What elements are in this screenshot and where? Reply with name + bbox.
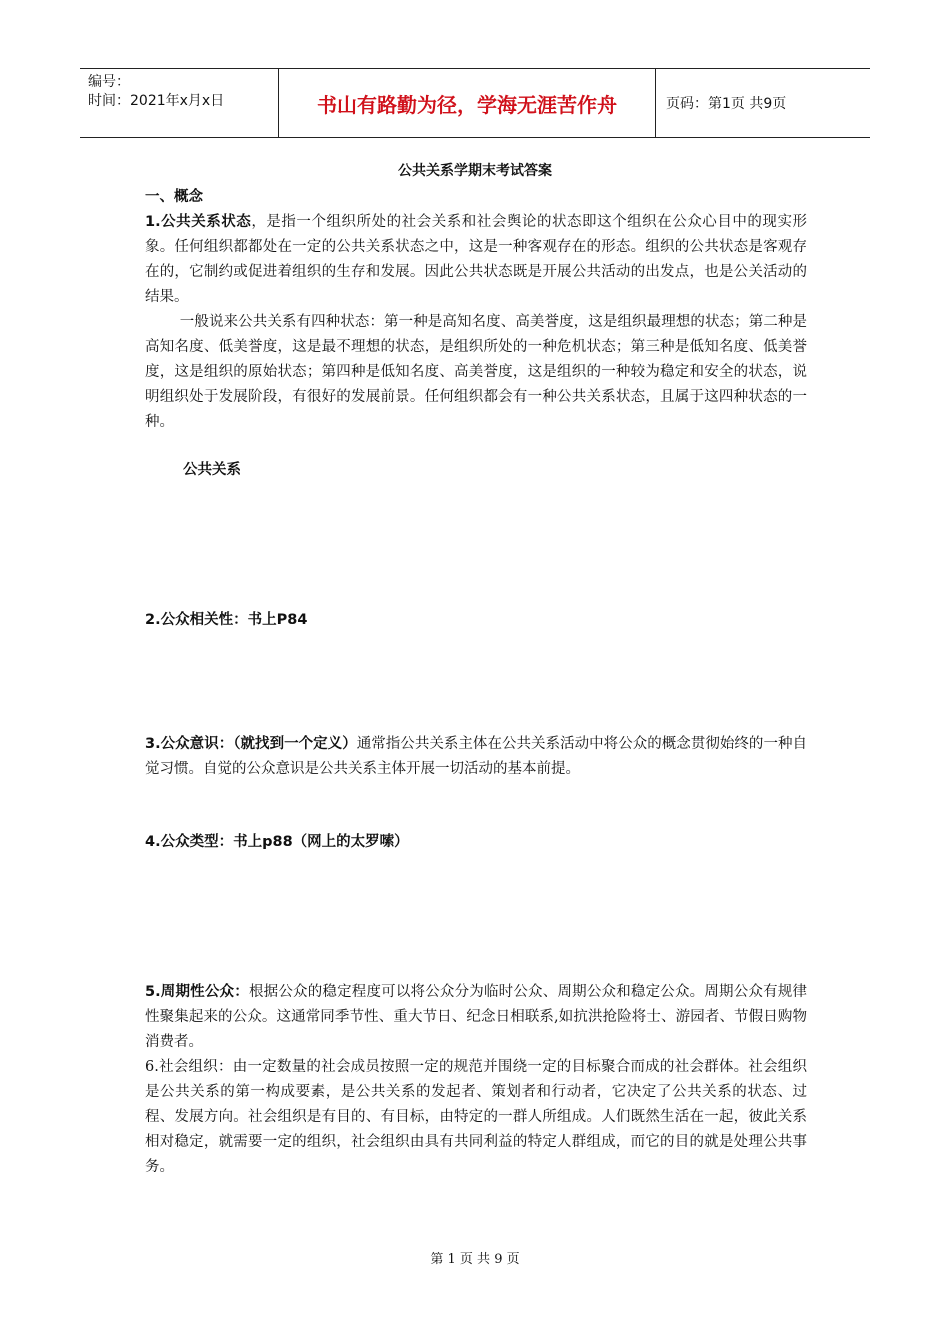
- header-meta: [80, 69, 278, 137]
- item-1-paragraph-2: 一般说来公共关系有四种状态：第一种是高知名度、高美誉度，这是组织最理想的状态；第二种是高知名度、低美誉度，这是最不理想的状态，是组织所处的一种危机状态；第三种是低知名度、低美誉度，这是组织的原始状态；第四种是低知名度、高美誉度，这是组织的一种较为稳定和安全的状态，说明组织处于发展阶段，有很好的发展前景。任何组织都会有一种公共关系状态，且属于这四种状态的一种。: [145, 314, 807, 430]
- item-2-block: [145, 608, 807, 633]
- item-3-text: 通常指公共关系主体在公共关系活动中将公众的概念贯彻始终的一种自觉习惯。自觉的公众意识是公共关系主体开展一切活动的基本前提。: [145, 736, 807, 777]
- number-label: 编号：: [88, 74, 130, 90]
- item-3-block: [145, 732, 807, 782]
- document-title: 公共关系学期末考试答案: [398, 163, 552, 179]
- item-4-block: [145, 830, 807, 855]
- item-6-paragraph: 6.社会组织：由一定数量的社会成员按照一定的规范并围绕一定的目标聚合而成的社会群体。社会组织是公共关系的第一构成要素，是公共关系的发起者、策划者和行动者，它决定了公共关系的状态、过程、发展方向。社会组织是有目的、有目标，由特定的一群人所组成。人们既然生活在一起，彼此关系相对稳定，就需要一定的组织，社会组织由具有共同利益的特定人群组成，而它的目的就是处理公共事务。: [145, 1059, 807, 1175]
- header-table: [80, 68, 870, 138]
- item-4: 4.公众类型：书上p88（网上的太罗嗦）: [145, 834, 409, 850]
- item-2: 2.公众相关性：书上P84: [145, 612, 308, 628]
- item-5-paragraph: [145, 980, 807, 1055]
- page-info: 页码：第1页 共9页: [666, 96, 787, 112]
- item-5-term: 5.周期性公众：: [145, 984, 249, 1000]
- item-1-text: ，是指一个组织所处的社会关系和社会舆论的状态即这个组织在公众心目中的现实形象。任何组织都都处在一定的公共关系状态之中，这是一种客观存在的形态。组织的公共状态是客观存在的，它制约或促进着组织的生存和发展。因此公共状态既是开展公共活动的出发点，也是公关活动的结果。: [145, 214, 807, 305]
- item-1-term: 1.公共关系状态: [145, 214, 252, 230]
- page-footer: 第 1 页 共 9 页: [430, 1252, 520, 1267]
- item-5-block: [145, 980, 807, 1180]
- section-heading: 一、概念: [145, 189, 203, 205]
- item-1-sub: 公共关系: [183, 462, 241, 478]
- item-1-paragraph: [145, 210, 807, 310]
- section-heading-block: [145, 185, 807, 435]
- item-5-text: 根据公众的稳定程度可以将公众分为临时公众、周期公众和稳定公众。周期公众有规律性聚集起来的公众。这通常同季节性、重大节日、纪念日相联系,如抗洪抢险将士、游园者、节假日购物消费者。: [145, 984, 807, 1050]
- item-3-paragraph: [145, 732, 807, 782]
- item-3-term: 3.公众意识：（就找到一个定义）: [145, 736, 357, 752]
- item-1-sub-block: [183, 458, 845, 483]
- time-label: 时间：2021年x月x日: [88, 93, 225, 109]
- motto: 书山有路勤为径，学海无涯苦作舟: [278, 69, 656, 137]
